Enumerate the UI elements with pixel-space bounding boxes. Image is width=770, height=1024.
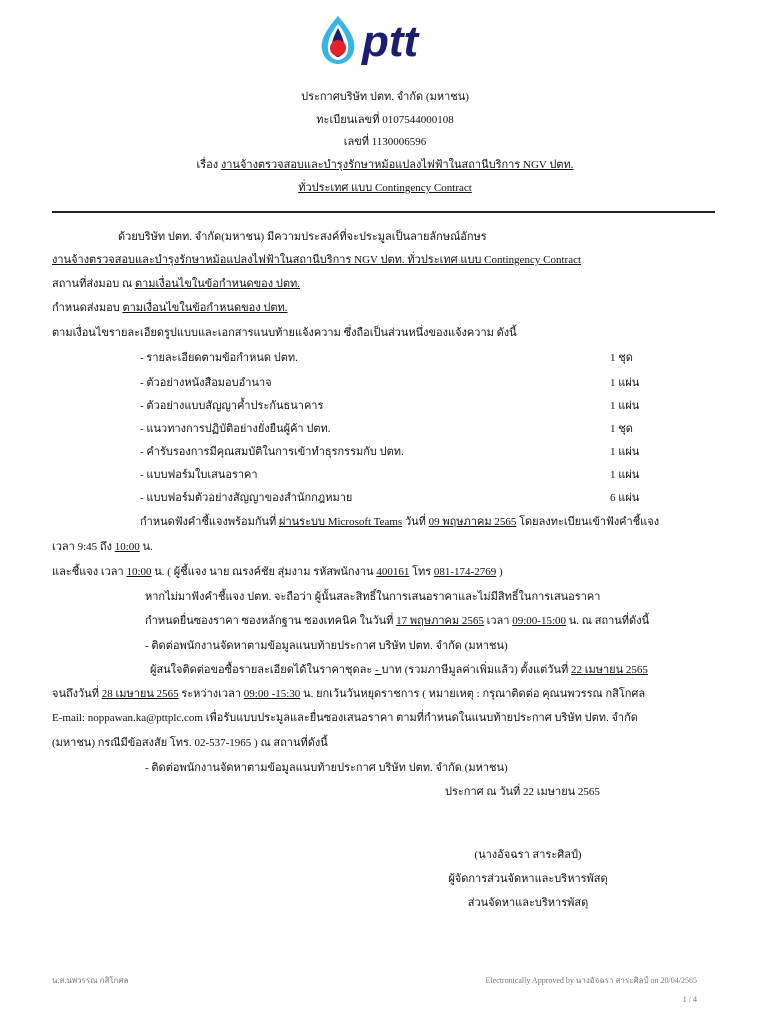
attachment-item-qty <box>610 422 633 436</box>
detail-line <box>52 736 328 750</box>
text-segment: (นางอัจฉรา สาระศิลป์) <box>474 849 582 861</box>
attachment-item-qty <box>610 351 633 365</box>
underlined-text: ผ่านระบบ Microsoft Teams <box>279 516 403 528</box>
underlined-text: 28 เมษายน 2565 <box>101 688 179 700</box>
underlined-text: ทั่วประเทศ แบบ Contingency Contract <box>298 182 472 194</box>
attachment-item-label <box>140 445 404 459</box>
text-segment: โดยลงทะเบียนเข้าฟังคำชี้แจง <box>516 516 660 528</box>
underlined-text: 400161 <box>376 566 410 578</box>
body-line <box>52 253 581 267</box>
underlined-text: ตามเงื่อนไขในข้อกำหนดของ ปตท. <box>122 302 288 314</box>
detail-line <box>145 590 600 604</box>
text-segment: 1 แผ่น <box>610 377 640 389</box>
detail-line <box>140 515 659 529</box>
detail-line <box>145 761 508 775</box>
text-segment: กำหนดฟังคำชี้แจงพร้อมกันที่ <box>140 516 280 528</box>
text-segment: ประกาศบริษัท ปตท. จำกัด (มหาชน) <box>301 91 469 103</box>
text-segment: - แบบฟอร์มใบเสนอราคา <box>140 469 258 481</box>
text-segment: น.ส.นพวรรณ กสิโกศล <box>52 976 129 985</box>
underlined-text: - <box>375 664 382 676</box>
text-segment: 1 แผ่น <box>610 400 640 412</box>
text-segment: วันที่ <box>402 516 429 528</box>
underlined-text: 081-174-2769 <box>433 566 497 578</box>
underlined-text: 09:00 -15:30 <box>243 688 301 700</box>
text-segment: 6 แผ่น <box>610 492 640 504</box>
text-segment: เลขที่ 1130006596 <box>343 136 427 148</box>
attachment-item-label <box>140 468 258 482</box>
detail-line <box>150 663 648 677</box>
text-segment: ตามเงื่อนไขรายละเอียดรูปแบบและเอกสารแนบท้ายแจ้งความ ซึ่งถือเป็นส่วนหนึ่งของแจ้งความ ดังนี้ <box>52 327 517 339</box>
underlined-text: 10:00 <box>114 541 140 553</box>
detail-line <box>145 614 649 628</box>
text-segment: 1 แผ่น <box>610 469 640 481</box>
text-segment: - รายละเอียดตามข้อกำหนด ปตท. <box>140 352 298 364</box>
footer-preparer <box>52 974 128 988</box>
underlined-text: งานจ้างตรวจสอบและบำรุงรักษาหม้อแปลงไฟฟ้าในสถานีบริการ NGV ปตท. <box>220 159 574 171</box>
svg-text:ptt: ptt <box>362 17 419 66</box>
text-segment: กำหนดส่งมอบ <box>52 302 123 314</box>
detail-line <box>52 687 645 701</box>
text-segment: 1 ชุด <box>610 423 633 435</box>
underlined-text: 17 พฤษภาคม 2565 <box>396 615 484 627</box>
footer-approval <box>486 974 698 988</box>
underlined-text: ตามเงื่อนไขในข้อกำหนดของ ปตท. <box>134 278 300 290</box>
signature-line <box>468 896 589 910</box>
detail-line <box>52 711 638 725</box>
text-segment: โทร <box>409 566 434 578</box>
text-segment: บาท (รวมภาษีมูลค่าเพิ่มแล้ว) ตั้งแต่วันที่ <box>381 664 571 676</box>
text-segment: 1 แผ่น <box>610 446 640 458</box>
text-segment: เวลา 9:45 ถึง <box>52 541 115 553</box>
text-segment: เวลา <box>483 615 513 627</box>
text-segment: น. ยกเว้นวันหยุดราชการ ( หมายเหตุ : กรุณาติดต่อ คุณนพวรรณ กสิโกศล <box>300 688 646 700</box>
underlined-text: 09:00-15:00 <box>512 615 567 627</box>
text-segment: - ติดต่อพนักงานจัดหาตามข้อมูลแนบท้ายประกาศ บริษัท ปตท. จำกัด (มหาชน) <box>145 640 508 652</box>
header-line <box>316 113 453 127</box>
body-line <box>52 301 287 315</box>
body-line <box>52 326 517 340</box>
text-segment: ประกาศ ณ วันที่ 22 เมษายน 2565 <box>445 786 600 798</box>
text-segment: จนถึงวันที่ <box>52 688 102 700</box>
text-segment: น. ณ สถานที่ดังนี้ <box>566 615 650 627</box>
underlined-text: งานจ้างตรวจสอบและบำรุงรักษาหม้อแปลงไฟฟ้าในสถานีบริการ NGV ปตท. ทั่วประเทศ แบบ Contingency Contract <box>52 254 582 266</box>
text-segment: ผู้สนใจติดต่อขอซื้อรายละเอียดได้ในราคาชุดละ <box>150 664 376 676</box>
attachment-item-label <box>140 491 352 505</box>
attachment-item-label <box>140 399 323 413</box>
text-segment: - แบบฟอร์มตัวอย่างสัญญาของสำนักกฎหมาย <box>140 492 353 504</box>
text-segment: Electronically Approved by นางอัจฉรา สาระศิลป์ on 20/04/2565 <box>485 976 697 985</box>
header-line <box>301 90 469 104</box>
text-segment: - คำรับรองการมีคุณสมบัติในการเข้าทำธุรกรรมกับ ปตท. <box>140 446 404 458</box>
detail-line <box>145 639 508 653</box>
attachment-item-qty <box>610 376 639 390</box>
text-segment: และชี้แจง เวลา <box>52 566 127 578</box>
attachment-item-label <box>140 376 272 390</box>
detail-line <box>52 540 153 554</box>
text-segment: (มหาชน) กรณีมีข้อสงสัย โทร. 02-537-1965 ) ณ สถานที่ดังนี้ <box>52 737 328 749</box>
attachment-item-qty <box>610 399 639 413</box>
text-segment: - ติดต่อพนักงานจัดหาตามข้อมูลแนบท้ายประกาศ บริษัท ปตท. จำกัด (มหาชน) <box>145 762 508 774</box>
attachment-item-label <box>140 422 330 436</box>
text-segment: 1 / 4 <box>682 995 697 1004</box>
text-segment: เรื่อง <box>196 159 221 171</box>
text-segment: ระหว่างเวลา <box>178 688 244 700</box>
underlined-text: 09 พฤษภาคม 2565 <box>428 516 517 528</box>
header-line <box>344 135 427 149</box>
text-segment: ส่วนจัดหาและบริหารพัสดุ <box>467 897 589 909</box>
text-segment: ) <box>496 566 503 578</box>
header-line <box>298 181 472 195</box>
attachment-item-qty <box>610 491 639 505</box>
text-segment: ผู้จัดการส่วนจัดหาและบริหารพัสดุ <box>448 873 608 885</box>
text-segment: หากไม่มาฟังคำชี้แจง ปตท. จะถือว่า ผู้นั้นสละสิทธิ์ในการเสนอราคาและไม่มีสิทธิ์ในการเสนอราคา <box>145 591 601 603</box>
header-line <box>196 158 573 172</box>
text-segment: - ตัวอย่างหนังสือมอบอำนาจ <box>140 377 272 389</box>
text-segment: - ตัวอย่างแบบสัญญาค้ำประกันธนาคาร <box>140 400 324 412</box>
underlined-text: 22 เมษายน 2565 <box>570 664 648 676</box>
text-segment: - แนวทางการปฏิบัติอย่างยั่งยืนผู้ค้า ปตท. <box>140 423 331 435</box>
attachment-item-label <box>140 351 298 365</box>
underlined-text: 10:00 <box>126 566 152 578</box>
attachment-item-qty <box>610 445 639 459</box>
signature-line <box>448 872 607 886</box>
text-segment: น. <box>139 541 153 553</box>
page-number <box>683 993 697 1007</box>
text-segment: ด้วยบริษัท ปตท. จำกัด(มหาชน) มีความประสงค์ที่จะประมูลเป็นลายลักษณ์อักษร <box>118 231 487 243</box>
detail-line <box>445 785 600 799</box>
body-line <box>118 230 487 244</box>
text-segment: สถานที่ส่งมอบ ณ <box>52 278 135 290</box>
attachment-item-qty <box>610 468 639 482</box>
header-divider <box>52 211 715 213</box>
detail-line <box>52 565 503 579</box>
text-segment: E-mail: noppawan.ka@pttplc.com เพื่อรับแบบประมูลและยื่นซองเสนอราคา ตามที่กำหนดในแนบท้ายประกาศ บริษัท ปตท. จำกัด <box>52 712 638 724</box>
signature-line <box>474 848 581 862</box>
body-line <box>52 277 300 291</box>
text-segment: กำหนดยื่นซองราคา ซองหลักฐาน ซองเทคนิค ในวันที่ <box>145 615 397 627</box>
text-segment: ทะเบียนเลขที่ 0107544000108 <box>316 114 454 126</box>
text-segment: 1 ชุด <box>610 352 633 364</box>
text-segment: น. ( ผู้ชี้แจง นาย ณรงค์ชัย สุ่มงาม รหัสพนักงาน <box>151 566 377 578</box>
ptt-logo <box>318 14 458 71</box>
